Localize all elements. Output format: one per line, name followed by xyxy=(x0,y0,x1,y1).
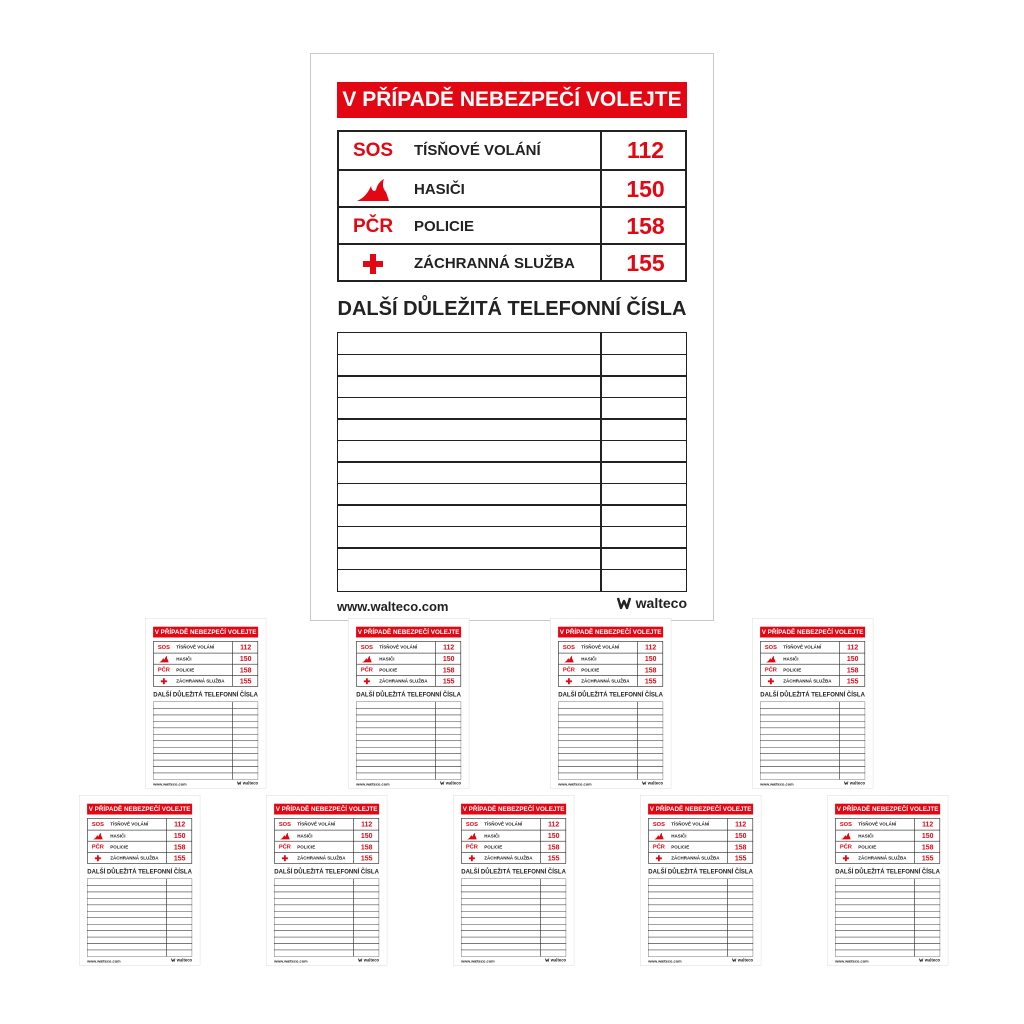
service-label: TÍSŇOVÉ VOLÁNÍ xyxy=(783,644,822,650)
brand-logo xyxy=(237,781,258,786)
sign-title: V PŘÍPADĚ NEBEZPEČÍ VOLEJTE xyxy=(87,804,192,815)
blank-row xyxy=(356,773,461,780)
walteco-logo-icon xyxy=(237,781,242,786)
emergency-row xyxy=(339,132,685,169)
emergency-row xyxy=(357,642,461,653)
column-divider xyxy=(600,355,602,376)
pcr-police-text-icon: PČR xyxy=(465,843,478,851)
blank-row xyxy=(461,950,566,957)
pcr-police-text-icon: PČR xyxy=(562,666,575,674)
service-label: TÍSŇOVÉ VOLÁNÍ xyxy=(858,821,897,827)
brand-logo xyxy=(171,958,192,963)
red-cross-icon xyxy=(157,676,171,687)
firefighters-flame-icon xyxy=(465,830,479,841)
service-number: 112 xyxy=(548,820,560,828)
emergency-row xyxy=(88,819,192,830)
pcr-police-text-icon: PČR xyxy=(157,666,170,674)
service-label: HASIČI xyxy=(379,656,395,662)
blank-numbers-table xyxy=(356,702,461,779)
service-number: 158 xyxy=(921,843,934,851)
blank-row xyxy=(337,569,687,592)
brand-name: walteco xyxy=(737,957,754,963)
service-number: 155 xyxy=(921,854,934,862)
emergency-row xyxy=(836,819,940,830)
blank-row xyxy=(274,950,379,957)
emergency-row xyxy=(462,830,566,841)
blank-row xyxy=(835,950,940,957)
service-number: 150 xyxy=(644,654,657,663)
website-url: www.walteco.com xyxy=(461,958,495,964)
emergency-row xyxy=(559,675,663,686)
service-label: HASIČI xyxy=(581,656,597,662)
sos-text-icon: SOS xyxy=(157,643,170,651)
sign-subtitle: DALŠÍ DŮLEŽITÁ TELEFONNÍ ČÍSLA xyxy=(760,691,865,699)
website-url: www.walteco.com xyxy=(274,958,308,964)
sign-title: V PŘÍPADĚ NEBEZPEČÍ VOLEJTE xyxy=(274,804,379,815)
walteco-logo-icon xyxy=(919,958,924,963)
website-url: www.walteco.com xyxy=(356,781,390,787)
service-number: 150 xyxy=(921,831,934,840)
sign-title: V PŘÍPADĚ NEBEZPEČÍ VOLEJTE xyxy=(835,804,940,815)
emergency-phone-sign xyxy=(827,795,948,965)
service-number: 155 xyxy=(360,854,373,862)
website-url: www.walteco.com xyxy=(558,781,592,787)
service-label: TÍSŇOVÉ VOLÁNÍ xyxy=(414,142,541,159)
firefighters-flame-icon xyxy=(652,830,666,841)
walteco-logo-icon xyxy=(545,958,550,963)
emergency-numbers-table xyxy=(356,641,461,687)
red-cross-icon xyxy=(839,853,853,864)
pcr-police-text-icon: PČR xyxy=(352,215,394,237)
brand-logo xyxy=(642,781,663,786)
blank-row xyxy=(648,950,753,957)
service-number: 150 xyxy=(626,176,665,202)
blank-row xyxy=(337,526,687,549)
website-url: www.walteco.com xyxy=(835,958,869,964)
service-number: 112 xyxy=(847,643,859,651)
sign-title: V PŘÍPADĚ NEBEZPEČÍ VOLEJTE xyxy=(153,627,258,638)
blank-numbers-table xyxy=(153,702,258,779)
service-number: 155 xyxy=(846,677,859,685)
service-label: HASIČI xyxy=(484,833,500,839)
service-number: 112 xyxy=(174,820,186,828)
sos-text-icon: SOS xyxy=(764,643,777,651)
sign-title: V PŘÍPADĚ NEBEZPEČÍ VOLEJTE xyxy=(648,804,753,815)
service-label: TÍSŇOVÉ VOLÁNÍ xyxy=(297,821,336,827)
column-divider xyxy=(600,333,602,354)
service-label: POLICIE xyxy=(297,844,316,850)
blank-row xyxy=(337,375,687,398)
sos-text-icon: SOS xyxy=(360,643,373,651)
emergency-row xyxy=(761,653,865,664)
red-cross-icon xyxy=(91,853,105,864)
brand-name: walteco xyxy=(176,957,193,963)
column-divider xyxy=(600,484,602,505)
service-number: 112 xyxy=(626,137,665,163)
blank-numbers-table xyxy=(337,332,687,590)
service-label: ZÁCHRANNÁ SLUŽBA xyxy=(484,855,533,861)
emergency-row xyxy=(761,664,865,675)
blank-row xyxy=(337,504,687,527)
service-label: TÍSŇOVÉ VOLÁNÍ xyxy=(671,821,710,827)
sign-subtitle: DALŠÍ DŮLEŽITÁ TELEFONNÍ ČÍSLA xyxy=(648,868,753,876)
emergency-row xyxy=(761,642,865,653)
firefighters-flame-icon xyxy=(349,171,397,208)
emergency-numbers-table xyxy=(648,818,753,864)
blank-numbers-table xyxy=(87,879,192,956)
service-label: POLICIE xyxy=(858,844,877,850)
service-number: 150 xyxy=(360,831,373,840)
sos-text-icon: SOS xyxy=(652,820,665,828)
service-number: 158 xyxy=(239,666,252,674)
red-cross-icon xyxy=(360,676,374,687)
service-number: 158 xyxy=(173,843,186,851)
service-label: ZÁCHRANNÁ SLUŽBA xyxy=(671,855,720,861)
website-url: www.walteco.com xyxy=(760,781,794,787)
firefighters-flame-icon xyxy=(764,653,778,664)
blank-row xyxy=(337,397,687,420)
service-label: TÍSŇOVÉ VOLÁNÍ xyxy=(110,821,149,827)
emergency-row xyxy=(836,830,940,841)
service-number: 155 xyxy=(547,854,560,862)
service-number: 112 xyxy=(645,643,657,651)
sign-title: V PŘÍPADĚ NEBEZPEČÍ VOLEJTE xyxy=(558,627,663,638)
website-url: www.walteco.com xyxy=(337,599,449,614)
service-number: 150 xyxy=(239,654,252,663)
sign-subtitle: DALŠÍ DŮLEŽITÁ TELEFONNÍ ČÍSLA xyxy=(835,868,940,876)
service-number: 158 xyxy=(442,666,455,674)
emergency-phone-sign xyxy=(266,795,387,965)
emergency-row xyxy=(339,206,685,243)
emergency-row xyxy=(357,653,461,664)
service-label: POLICIE xyxy=(484,844,503,850)
sign-title: V PŘÍPADĚ NEBEZPEČÍ VOLEJTE xyxy=(337,82,687,118)
service-label: ZÁCHRANNÁ SLUŽBA xyxy=(379,678,428,684)
service-number: 150 xyxy=(846,654,859,663)
emergency-row xyxy=(275,841,379,852)
emergency-row xyxy=(649,841,753,852)
emergency-row xyxy=(462,819,566,830)
service-number: 155 xyxy=(239,677,252,685)
service-label: ZÁCHRANNÁ SLUŽBA xyxy=(858,855,907,861)
blank-row xyxy=(337,418,687,441)
blank-row xyxy=(87,950,192,957)
sign-subtitle: DALŠÍ DŮLEŽITÁ TELEFONNÍ ČÍSLA xyxy=(153,691,258,699)
sign-title: V PŘÍPADĚ NEBEZPEČÍ VOLEJTE xyxy=(760,627,865,638)
service-label: ZÁCHRANNÁ SLUŽBA xyxy=(176,678,225,684)
column-divider xyxy=(600,527,602,548)
brand-logo xyxy=(545,958,566,963)
emergency-row xyxy=(462,841,566,852)
emergency-row xyxy=(559,642,663,653)
pcr-police-text-icon: PČR xyxy=(764,666,777,674)
emergency-row xyxy=(275,852,379,863)
service-label: ZÁCHRANNÁ SLUŽBA xyxy=(110,855,159,861)
red-cross-icon xyxy=(764,676,778,687)
service-number: 155 xyxy=(734,854,747,862)
service-number: 158 xyxy=(547,843,560,851)
walteco-logo-icon xyxy=(358,958,363,963)
service-number: 158 xyxy=(734,843,747,851)
walteco-logo-icon xyxy=(844,781,849,786)
sos-text-icon: SOS xyxy=(352,139,394,161)
brand-name: walteco xyxy=(635,595,687,611)
service-label: ZÁCHRANNÁ SLUŽBA xyxy=(297,855,346,861)
service-label: HASIČI xyxy=(414,181,465,198)
website-url: www.walteco.com xyxy=(648,958,682,964)
blank-row xyxy=(558,773,663,780)
emergency-phone-sign xyxy=(752,618,873,788)
column-divider xyxy=(600,548,602,569)
brand-name: walteco xyxy=(363,957,380,963)
emergency-row xyxy=(559,664,663,675)
service-label: TÍSŇOVÉ VOLÁNÍ xyxy=(484,821,523,827)
sign-subtitle: DALŠÍ DŮLEŽITÁ TELEFONNÍ ČÍSLA xyxy=(461,868,566,876)
emergency-row xyxy=(88,841,192,852)
firefighters-flame-icon xyxy=(562,653,576,664)
red-cross-icon xyxy=(278,853,292,864)
column-divider xyxy=(600,441,602,462)
sign-subtitle: DALŠÍ DŮLEŽITÁ TELEFONNÍ ČÍSLA xyxy=(558,691,663,699)
service-number: 155 xyxy=(644,677,657,685)
emergency-row xyxy=(154,664,258,675)
brand-logo xyxy=(358,958,379,963)
emergency-row xyxy=(649,819,753,830)
sos-text-icon: SOS xyxy=(839,820,852,828)
service-label: POLICIE xyxy=(110,844,129,850)
service-number: 150 xyxy=(547,831,560,840)
blank-row xyxy=(337,440,687,463)
emergency-phone-sign xyxy=(453,795,574,965)
firefighters-flame-icon xyxy=(91,830,105,841)
emergency-row xyxy=(761,675,865,686)
blank-row xyxy=(337,483,687,506)
blank-row xyxy=(337,354,687,377)
service-number: 155 xyxy=(173,854,186,862)
emergency-numbers-table xyxy=(461,818,566,864)
emergency-numbers-table xyxy=(835,818,940,864)
emergency-row xyxy=(836,841,940,852)
service-number: 112 xyxy=(443,643,455,651)
service-label: ZÁCHRANNÁ SLUŽBA xyxy=(414,255,575,272)
service-number: 158 xyxy=(626,213,665,239)
website-url: www.walteco.com xyxy=(87,958,121,964)
sos-text-icon: SOS xyxy=(91,820,104,828)
service-number: 112 xyxy=(922,820,934,828)
emergency-phone-sign xyxy=(348,618,469,788)
emergency-numbers-table xyxy=(337,130,687,282)
blank-row xyxy=(153,773,258,780)
sos-text-icon: SOS xyxy=(278,820,291,828)
emergency-phone-sign xyxy=(145,618,266,788)
emergency-row xyxy=(357,664,461,675)
sign-title: V PŘÍPADĚ NEBEZPEČÍ VOLEJTE xyxy=(356,627,461,638)
service-label: TÍSŇOVÉ VOLÁNÍ xyxy=(176,644,215,650)
brand-name: walteco xyxy=(924,957,941,963)
emergency-numbers-table xyxy=(87,818,192,864)
brand-logo xyxy=(440,781,461,786)
brand-logo xyxy=(732,958,753,963)
emergency-row xyxy=(339,243,685,280)
service-label: POLICIE xyxy=(379,667,398,673)
sign-subtitle: DALŠÍ DŮLEŽITÁ TELEFONNÍ ČÍSLA xyxy=(337,298,687,320)
blank-numbers-table xyxy=(461,879,566,956)
blank-row xyxy=(337,461,687,484)
emergency-phone-sign xyxy=(79,795,200,965)
emergency-row xyxy=(649,830,753,841)
red-cross-icon xyxy=(562,676,576,687)
brand-logo xyxy=(616,595,687,611)
red-cross-icon xyxy=(349,245,397,282)
emergency-phone-sign xyxy=(310,53,714,621)
brand-name: walteco xyxy=(849,780,866,786)
walteco-logo-icon xyxy=(732,958,737,963)
red-cross-icon xyxy=(652,853,666,864)
sign-subtitle: DALŠÍ DŮLEŽITÁ TELEFONNÍ ČÍSLA xyxy=(274,868,379,876)
service-label: POLICIE xyxy=(783,667,802,673)
pcr-police-text-icon: PČR xyxy=(360,666,373,674)
service-label: TÍSŇOVÉ VOLÁNÍ xyxy=(379,644,418,650)
brand-name: walteco xyxy=(242,780,259,786)
brand-logo xyxy=(844,781,865,786)
service-number: 155 xyxy=(442,677,455,685)
column-divider xyxy=(600,505,602,526)
service-number: 112 xyxy=(240,643,252,651)
blank-row xyxy=(337,332,687,355)
emergency-numbers-table xyxy=(153,641,258,687)
emergency-row xyxy=(154,653,258,664)
pcr-police-text-icon: PČR xyxy=(652,843,665,851)
red-cross-icon xyxy=(465,853,479,864)
pcr-police-text-icon: PČR xyxy=(91,843,104,851)
service-label: POLICIE xyxy=(414,218,475,235)
service-label: HASIČI xyxy=(858,833,874,839)
emergency-row xyxy=(275,819,379,830)
sign-subtitle: DALŠÍ DŮLEŽITÁ TELEFONNÍ ČÍSLA xyxy=(87,868,192,876)
firefighters-flame-icon xyxy=(278,830,292,841)
service-label: HASIČI xyxy=(297,833,313,839)
service-number: 150 xyxy=(442,654,455,663)
blank-numbers-table xyxy=(274,879,379,956)
service-label: ZÁCHRANNÁ SLUŽBA xyxy=(783,678,832,684)
service-number: 112 xyxy=(361,820,373,828)
emergency-numbers-table xyxy=(558,641,663,687)
sign-subtitle: DALŠÍ DŮLEŽITÁ TELEFONNÍ ČÍSLA xyxy=(356,691,461,699)
blank-row xyxy=(337,547,687,570)
brand-name: walteco xyxy=(445,780,462,786)
service-label: HASIČI xyxy=(671,833,687,839)
emergency-row xyxy=(154,675,258,686)
column-divider xyxy=(600,398,602,419)
emergency-numbers-table xyxy=(274,818,379,864)
sos-text-icon: SOS xyxy=(465,820,478,828)
walteco-logo-icon xyxy=(171,958,176,963)
firefighters-flame-icon xyxy=(360,653,374,664)
service-number: 150 xyxy=(173,831,186,840)
column-divider xyxy=(600,462,602,483)
emergency-row xyxy=(275,830,379,841)
blank-numbers-table xyxy=(760,702,865,779)
service-number: 158 xyxy=(846,666,859,674)
brand-name: walteco xyxy=(550,957,567,963)
firefighters-flame-icon xyxy=(839,830,853,841)
blank-numbers-table xyxy=(648,879,753,956)
emergency-row xyxy=(88,830,192,841)
emergency-row xyxy=(649,852,753,863)
service-label: POLICIE xyxy=(581,667,600,673)
brand-logo xyxy=(919,958,940,963)
blank-row xyxy=(760,773,865,780)
emergency-phone-sign xyxy=(550,618,671,788)
emergency-row xyxy=(559,653,663,664)
walteco-logo-icon xyxy=(616,595,632,611)
blank-numbers-table xyxy=(835,879,940,956)
service-label: HASIČI xyxy=(110,833,126,839)
service-label: POLICIE xyxy=(671,844,690,850)
emergency-row xyxy=(462,852,566,863)
sos-text-icon: SOS xyxy=(562,643,575,651)
service-label: HASIČI xyxy=(783,656,799,662)
service-label: ZÁCHRANNÁ SLUŽBA xyxy=(581,678,630,684)
blank-numbers-table xyxy=(558,702,663,779)
service-number: 158 xyxy=(644,666,657,674)
pcr-police-text-icon: PČR xyxy=(839,843,852,851)
emergency-numbers-table xyxy=(760,641,865,687)
service-label: TÍSŇOVÉ VOLÁNÍ xyxy=(581,644,620,650)
service-number: 150 xyxy=(734,831,747,840)
service-number: 112 xyxy=(735,820,747,828)
service-number: 158 xyxy=(360,843,373,851)
service-label: POLICIE xyxy=(176,667,195,673)
service-number: 155 xyxy=(626,250,665,276)
walteco-logo-icon xyxy=(642,781,647,786)
emergency-row xyxy=(339,169,685,206)
service-label: HASIČI xyxy=(176,656,192,662)
column-divider xyxy=(600,419,602,440)
walteco-logo-icon xyxy=(440,781,445,786)
firefighters-flame-icon xyxy=(157,653,171,664)
column-divider xyxy=(600,570,602,591)
column-divider xyxy=(600,376,602,397)
emergency-row xyxy=(88,852,192,863)
emergency-row xyxy=(357,675,461,686)
emergency-row xyxy=(836,852,940,863)
emergency-row xyxy=(154,642,258,653)
brand-name: walteco xyxy=(647,780,664,786)
pcr-police-text-icon: PČR xyxy=(278,843,291,851)
emergency-phone-sign xyxy=(640,795,761,965)
website-url: www.walteco.com xyxy=(153,781,187,787)
sign-title: V PŘÍPADĚ NEBEZPEČÍ VOLEJTE xyxy=(461,804,566,815)
